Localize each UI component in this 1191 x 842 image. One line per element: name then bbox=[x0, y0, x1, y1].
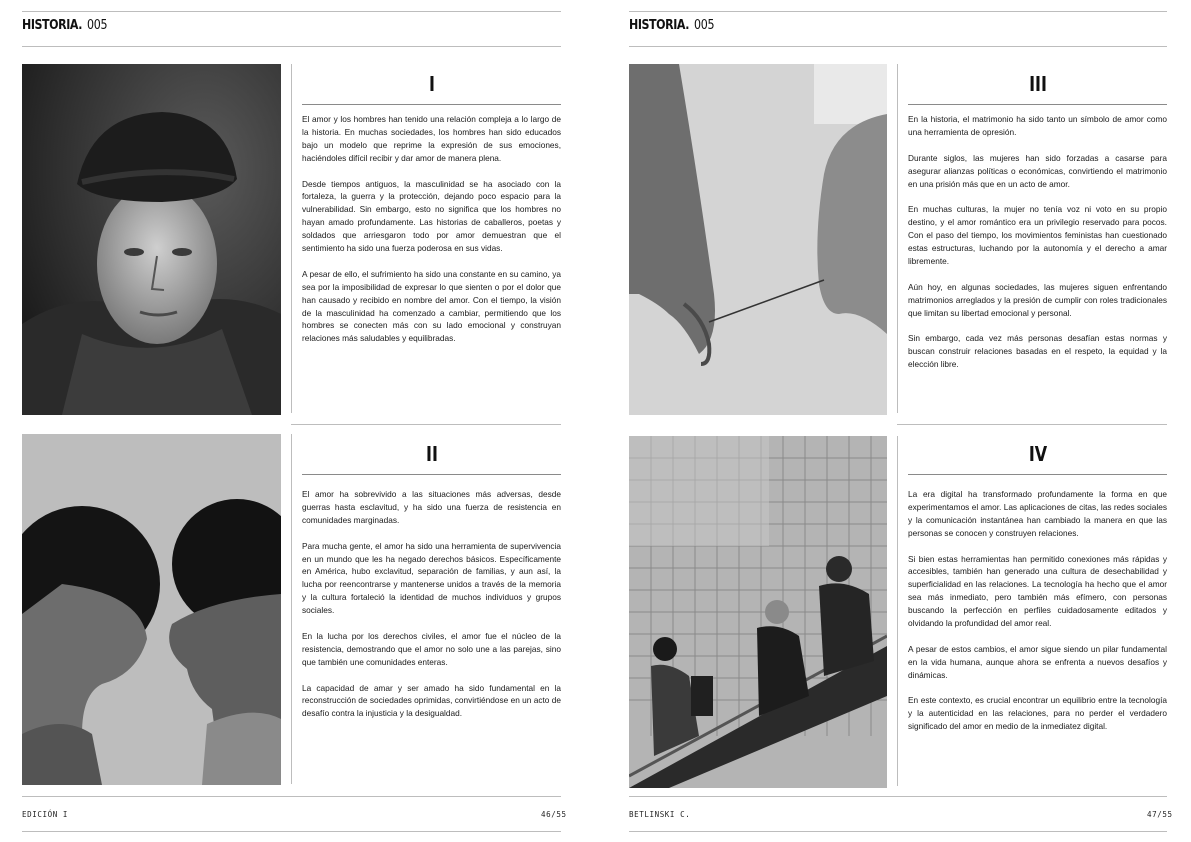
numeral-rule bbox=[908, 474, 1167, 475]
paragraph: En este contexto, es crucial encontrar un equilibrio entre la tecnología y la autenticidad en las relaciones, para no perder el verdadero significado del amor en medio de la inmediatez digital. bbox=[908, 695, 1167, 732]
header-title: HISTORIA. bbox=[629, 18, 690, 33]
right-footer-page-number: 47/55 bbox=[1147, 810, 1173, 819]
left-page-header bbox=[22, 18, 111, 40]
right-bottom-column-divider bbox=[897, 436, 898, 786]
header-number: 005 bbox=[693, 18, 714, 33]
escalator-people-photo bbox=[629, 436, 887, 788]
section-body bbox=[908, 488, 1167, 746]
section-numeral: II bbox=[426, 442, 438, 466]
paragraph: La capacidad de amar y ser amado ha sido fundamental en la reconstrucción de sociedades oprimidas, convirtiéndose en un acto de desafío contra la injusticia y la desigualdad. bbox=[302, 682, 561, 719]
paragraph: En muchas culturas, la mujer no tenía voz ni voto en su propio destino, y el amor romántico era un privilegio reservado para pocos. Con el paso del tiempo, los movimientos feministas han cuestionado estas estructuras, luchando por la autonomía y el derecho a amar libremente. bbox=[908, 204, 1167, 266]
paragraph: Durante siglos, las mujeres han sido forzadas a casarse para asegurar alianzas políticas o económicas, convirtiendo el matrimonio en una prisión más que en un acto de amor. bbox=[908, 152, 1167, 189]
left-footer-top-rule bbox=[22, 796, 561, 797]
paragraph: El amor y los hombres han tenido una relación compleja a lo largo de la historia. En muchas sociedades, los hombres han sido educados bajo un modelo que reprime la expresión de sus emociones, haciéndoles difícil recibir y dar amor de manera plena. bbox=[302, 114, 561, 163]
paragraph: A pesar de ello, el sufrimiento ha sido una constante en su camino, ya sea por la imposibilidad de expresar lo que sienten o por el dolor que han causado y recibido en nombre del amor. Con el tiempo, la visión de la masculinidad ha comenzado a cambiar, permitiendo que los hombres se conecten más con su lado emocional y construyan relaciones más saludables y equilibradas. bbox=[302, 268, 561, 344]
right-footer-author: BETLINSKI C. bbox=[629, 810, 691, 819]
left-bottom-column-divider bbox=[291, 434, 292, 784]
old-man-portrait-photo bbox=[22, 64, 281, 415]
paragraph: Para mucha gente, el amor ha sido una herramienta de supervivencia en un mundo que les ha negado derechos básicos. Específicamente en América, hubo exclavitud, separación de familias, y aun así, la lucha por reencontrarse y mantenerse unidos a través de la memoria y la cultura fortaleció la identidad de muchos individuos y grupos sociales. bbox=[302, 540, 561, 616]
paragraph: Desde tiempos antiguos, la masculinidad se ha asociado con la fortaleza, la guerra y la protección, dejando poco espacio para la vulnerabilidad. Sin embargo, esto no significa que los hombres no hayan amado profundamente. Las historias de caballeros, poetas y soldados que arriesgaron todo por amor demuestran que el sentimiento ha sido una fuerza poderosa en sus vidas. bbox=[302, 178, 561, 254]
paragraph: El amor ha sobrevivido a las situaciones más adversas, desde guerras hasta esclavitud, y ha sido una fuerza de resistencia en comunidades marginadas. bbox=[302, 489, 561, 525]
right-footer-top-rule bbox=[629, 796, 1167, 797]
hands-string-photo bbox=[629, 64, 887, 415]
left-header-rule bbox=[22, 46, 561, 47]
header-title: HISTORIA. bbox=[22, 18, 83, 33]
paragraph: A pesar de estos cambios, el amor sigue siendo un pilar fundamental en la vida humana, aunque ahora se enfrenta a nuevos desafíos y dinámicas. bbox=[908, 643, 1167, 680]
right-top-rule bbox=[629, 11, 1167, 12]
left-top-column-divider bbox=[291, 64, 292, 413]
paragraph: En la lucha por los derechos civiles, el amor fue el núcleo de la resistencia, demostrando que el amor no solo une a las parejas, sino que también une comunidades enteras. bbox=[302, 630, 561, 667]
paragraph: Si bien estas herramientas han permitido conexiones más rápidas y accesibles, también han generado una cultura de desechabilidad y superficialidad en las relaciones. La tecnología ha hecho que el amor sea más inmediato, pero también más efímero, con personas buscando la perfección en perfiles cuidadosamente editados y olvidando la profundidad del amor real. bbox=[908, 553, 1167, 629]
right-page-header bbox=[629, 18, 718, 40]
numeral-rule bbox=[302, 474, 561, 475]
section-body bbox=[302, 113, 561, 358]
section-numeral: I bbox=[429, 72, 435, 96]
left-middle-rule bbox=[291, 424, 561, 425]
section-body bbox=[302, 488, 561, 733]
right-middle-rule bbox=[897, 424, 1167, 425]
paragraph: La era digital ha transformado profundamente la forma en que experimentamos el amor. Las aplicaciones de citas, las redes sociales y la comunicación instantánea han cambiado la manera en que las personas se conocen y construyen relaciones. bbox=[908, 489, 1167, 538]
left-bottom-rule bbox=[22, 831, 561, 832]
section-body bbox=[908, 113, 1167, 384]
couple-profile-photo bbox=[22, 434, 281, 785]
left-footer-page-number: 46/55 bbox=[541, 810, 567, 819]
left-footer-edition: EDICIÓN I bbox=[22, 810, 69, 819]
numeral-rule bbox=[302, 104, 561, 105]
right-bottom-rule bbox=[629, 831, 1167, 832]
right-header-rule bbox=[629, 46, 1167, 47]
numeral-rule bbox=[908, 104, 1167, 105]
paragraph: Aún hoy, en algunas sociedades, las mujeres siguen enfrentando matrimonios arreglados y la presión de cumplir con roles tradicionales que limitan su libertad emocional y personal. bbox=[908, 281, 1167, 318]
section-numeral: III bbox=[1029, 72, 1047, 96]
paragraph: Sin embargo, cada vez más personas desafían estas normas y buscan construir relaciones basadas en el respeto, la equidad y la elección libre. bbox=[908, 333, 1167, 370]
paragraph: En la historia, el matrimonio ha sido tanto un símbolo de amor como una herramienta de opresión. bbox=[908, 114, 1167, 137]
left-top-rule bbox=[22, 11, 561, 12]
right-top-column-divider bbox=[897, 64, 898, 413]
header-number: 005 bbox=[86, 18, 107, 33]
section-numeral: IV bbox=[1028, 442, 1048, 466]
